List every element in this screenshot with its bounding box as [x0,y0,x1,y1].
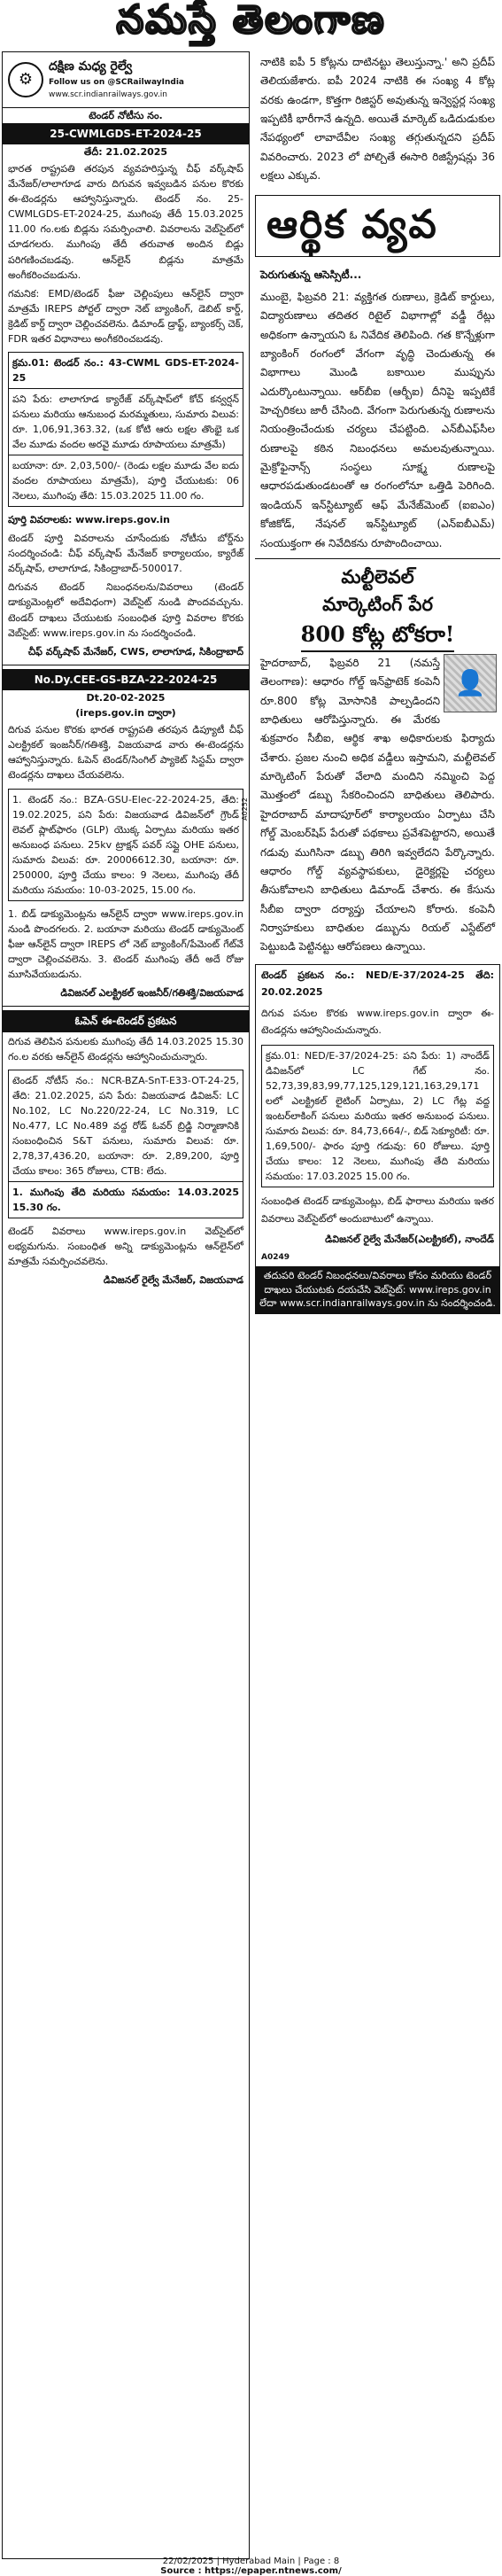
nanded-notice-label: టెండర్ ప్రకటన నం.: NED/E-37/2024-25 తేది: 20.02.2025 [261,969,494,999]
railway-ad-column [2,51,250,2559]
article-continuation: నాటికి ఐపీ 5 కోట్లను దాటినట్టు తెలుస్తున్నా.' అని ప్రదీప్ తెలియజేశారు. ఐపీ 2024 నాటికి ఈ సంఖ్య 4 కోట్ల వరకు ఉండగా, కొత్తగా రిజిస్టర్ అవుతున్న ఇన్వెస్టర్ల సంఖ్య ఇప్పటికీ భారీగానే ఉన్నది. అయితే మార్కెట్ ఒడిదుడుకుల నేపథ్యంలో లావాదేవీల సంఖ్య తగ్గుతున్నదని ప్రదీప్ వివరించారు. 2023 లో పోల్చితే ఈసారి రిజిస్ట్రేషన్లు 36 లక్షలు ఎక్కువ. [260,56,495,183]
nanded-table [261,1045,494,1187]
nanded-intro: దిగువ పనుల కొరకు www.ireps.gov.in ద్వారా ఈ-టెండర్లను ఆహ్వానించుచున్నారు. [261,1007,494,1037]
railway-emblem-icon: ⚙ [8,62,43,97]
document-note: దిగువన టెండర్ నిబంధనలను/వివరాలు (టెండర్ డాక్యుమెంట్లలో అదేవిధంగా) వెబ్‌సైట్ నుండి పొందవచ్చును. టెండర్ దాఖలు చేయుటకు సంబంధిత పూర్తి వివరాల కొరకు వెబ్‌సైట్: www.ireps.gov.in ను సందర్శించండి. [8,581,243,639]
nanded-site-note[interactable]: తదుపరి టెండర్ నిబంధనలు/వివరాలు కోసం మరియు టెండర్ దాఖలు చేయుటకు దయచేసి వెబ్‌సైట్: www.ireps.gov.in లేదా www.scr.indianrailways.gov.in ను సందర్శించండి. [256,1266,499,1314]
business-section-head: ఆర్థిక వ్యవ [255,195,500,257]
footer-date-page: 22/02/2025 | Hyderabad Main | Page : 8 [162,2557,340,2566]
notice2-date: Dt.20-02-2025 [86,692,166,704]
open-tender-intro: దిగువ తెలిపిన పనులకు ముగింపు తేదీ 14.03.2025 15.30 గం.ల వరకు ఆన్‌లైన్ టెండర్లను ఆహ్వానించుచున్నారు. [8,1035,243,1062]
tender-item-number: క్రమ.01: టెండర్ నం.: 43-CWML GDS-ET-2024-25 [9,353,243,389]
nanded-note: సంబంధిత టెండర్ డాక్యుమెంట్లు, బిడ్ ఫారాలు మరియు ఇతర వివరాలు వెబ్‌సైట్‌లో అందుబాటులో ఉన్నాయి. [261,1195,494,1225]
newspaper-logo: నమస్తే తెలంగాణ [116,0,386,43]
social-handle: Follow us on @SCRailwayIndia [49,77,184,87]
signature-2: డివిజనల్ ఎలక్ట్రికల్ ఇంజనీర్/గతిశక్తి/విజయవాడ [60,987,243,1000]
open-tender-table [8,1070,243,1218]
nanded-signature: డివిజనల్ రైల్వే మేనేజర్(ఎలక్ట్రికల్), నాందేడ్ [325,1233,494,1245]
open-tender-title: ఓపెన్ ఈ-టెండర్ ప్రకటన [3,1010,249,1032]
tender-item-emd: బయానా: రూ. 2,03,500/- (రెండు లక్షల మూడు వేల ఐదు వందల రూపాయలు మాత్రమే), పూర్తి చేయుటకు: 06 నెలలు, ముగింపు తేది: 15.03.2025 11.00 గం. [12,460,239,502]
ad-code-1: A0252 [241,798,249,821]
notice-number: 25-CWMLGDS-ET-2024-25 [3,123,249,145]
notice2-table [8,789,243,901]
notice2-number: No.Dy.CEE-GS-BZA-22-2024-25 [3,669,249,691]
payment-note: గమనిక: EMD/టెండర్ ఫీజు చెల్లింపులు ఆన్‌లైన్ ద్వారా మాత్రమే IREPS పోర్టల్ ద్వారా నెట్ బ్యాంకింగ్, డెబిట్ కార్డ్, క్రెడిట్ కార్డ్ ద్వారా చెల్లించవలెను. డిమాండ్ డ్రాఫ్ట్, బ్యాంకర్స్ చెక్, FDR ఇతర విధానాలు అంగీకరించబడవు. [8,287,243,345]
railway-ad-header [3,52,249,108]
open-tender-note: టెండర్ వివరాలు www.ireps.gov.in వెబ్‌సైట్‌లో లభ్యమగును. సంబంధిత అన్ని డాక్యుమెంట్లను ఆన్‌లైన్‌లో మాత్రమే సమర్పించవలెను. [8,1226,243,1268]
nanded-tender-ad [255,964,500,1315]
notice2-site: (ireps.gov.in ద్వారా) [75,707,176,720]
notice-date: తేదీ: 21.02.2025 [83,146,168,159]
business-article: ముంబై, ఫిబ్రవరి 21: వ్యక్తిగత రుణాలు, క్రెడిట్ కార్డులు, విద్యారుణాలు తదితర రిటైల్ విభాగాల్లో వడ్డీ రేట్లు అధికంగా ఉన్నాయని ఓ నివేదిక తెలిపింది. గత కొన్నేళ్లుగా బ్యాంకింగ్ రంగంలో వేగంగా వృద్ధి చెందుతున్న ఈ విభాగాలు మొండి బకాయిల ముప్పును ఎదుర్కొంటున్నాయి. ఆర్‌బీఐ (ఆర్బీఐ) దీనిపై ఇప్పటికే హెచ్చరికలు జారీ చేసింది. వేగంగా పెరుగుతున్న రుణాలను నియంత్రించేందుకు చర్యలు చేపట్టింది. ఎన్‌బీఎఫ్‌సీల రుణాలపై కఠిన నిబంధనలు అమలవుతున్నాయి. మైక్రోఫైనాన్స్ సంస్థలు సూక్ష్మ రుణాలపై ఆధారపడుతుండటంతో ఆ రంగంలోనూ ఒత్తిడి పెరిగింది. ఇండియన్ ఇన్‌స్టిట్యూట్ ఆఫ్ మేనేజ్‌మెంట్ (ఐఐఎం) కోజికోడ్, నేషనల్ ఇన్‌స్టిట్యూట్ (ఎన్ఐబీఎమ్) సంయుక్తంగా ఈ నివేదికను రూపొందించాయి. [260,290,495,549]
open-tender-close: 1. ముగింపు తేది మరియు సమయం: 14.03.2025 15.30 గం. [12,1187,239,1214]
scam-headline-line1: మల్టీలెవల్ [341,564,414,588]
notice2-item: 1. టెండర్ నం.: BZA-GSU-Elec-22-2024-25, తేది: 19.02.2025, పని పేరు: విజయవాడ డివిజన్‌లో గ్రౌండ్ లెవల్ ప్లాట్‌ఫారం (GLP) యొక్క ఏర్పాటు మరియు ఇతర అనుబంధ పనులు. 25kv ట్రాక్షన్ పవర్ సప్లై OHE పనులు, సుమారు విలువ: రూ. 20006612.30, బయానా: రూ. 250000, పూర్తి చేయు కాలం: 9 నెలలు, ముగింపు తేదీ మరియు సమయం: 10-03-2025, 15.00 గం. [12,793,239,896]
notice-number-label: టెండర్ నోటీసు నం. [89,109,163,121]
business-lead: పెరుగుతున్న ఆసెస్సిటీ... [260,268,362,281]
news-column [255,51,500,2559]
scam-headline-line2: మార్కెటింగ్ పేర [322,593,433,616]
scam-headline [255,563,500,652]
signature-1: చీఫ్ వర్క్‌షాప్ మేనేజర్, CWS, లాలాగూడ, సికింద్రాబాద్ [27,645,243,658]
footer-source[interactable]: Source : https://epaper.ntnews.com/ [160,2565,342,2576]
signature-3: డివిజనల్ రైల్వే మేనేజర్, విజయవాడ [103,1274,243,1287]
open-tender-item: టెండర్ నోటీస్ నం.: NCR-BZA-SnT-E33-OT-24-25, తేది: 21.02.2025, పని పేరు: విజయవాడ డివిజన్: LC No.102, LC No.220/22-24, LC No.319, LC No.477, LC No.489 వద్ద రోడ్ ఓవర్ బ్రిడ్జి నిర్మాణానికి సంబంధించిన S&T పనులు, సుమారు విలువ: రూ. 2,78,37,436.20, బయానా: రూ. 2,89,200, పూర్తి చేయు కాలం: 365 రోజులు, CTB: లేదు. [9,1070,243,1182]
tender-item-work: పని పేరు: లాలాగూడ క్యారేజ్ వర్క్‌షాప్‌లో కోచ్ కన్వర్షన్ పనులు మరియు ఆనుబంధ మరమ్మతులు, సుమారు విలువ: రూ. 1,06,91,363.32, (ఒక కోటి ఆరు లక్షల తొంభై ఒక వేల మూడు వందల అరవై మూడు రూపాయలు మాత్రమే) [9,389,243,455]
masthead [0,0,502,50]
scam-headline-line3: 800 కోట్ల టోకరా! [301,619,455,652]
tender-table [8,352,243,507]
website-link[interactable]: పూర్తి వివరాలకు: www.ireps.gov.in [8,514,170,526]
person-photo: 👤 [444,654,497,712]
notice2-notes: 1. బిడ్ డాక్యుమెంట్లను ఆన్‌లైన్ ద్వారా www.ireps.gov.in నుండి పొందగలరు. 2. బయానా మరియు టెండర్ డాక్యుమెంట్ ఫీజు ఆన్‌లైన్ ద్వారా IREPS లో నెట్ బ్యాంకింగ్/పేమెంట్ గేట్‌వే ద్వారా చెల్లించవలెను. 3. టెండర్ ముగింపు తేదీ అదే రోజు మూసివేయబడును. [8,907,243,981]
nanded-item: క్రమ.01: NED/E-37/2024-25: పని పేరు: 1) నాందేడ్ డివిజన్‌లో LC గేట్ నం. 52,73,39,83,99,77,125,129,121,163,29,171 లలో ఎలక్ట్రికల్ లైటింగ్ ఏర్పాటు, 2) LC గేట్ల వద్ద ఇంటర్‌లాకింగ్ పనులు మరియు ఇతర అనుబంధ పనులు. సుమారు విలువ: రూ. 84,73,664/-, బిడ్ సెక్యూరిటీ: రూ. 1,69,500/- ఫారం పూర్తి గడువు: 60 రోజులు. పూర్తి చేయు కాలం: 12 నెలలు, ముగింపు తేది మరియు సమయం: 17.03.2025 15.00 గం. [266,1049,490,1183]
nanded-code: A0249 [261,1252,290,1262]
page-footer [0,2557,502,2576]
railway-name: దక్షిణ మధ్య రైల్వే [49,59,133,74]
visit-note: టెండర్ పూర్తి వివరాలను చూసేందుకు నోటీసు బోర్డ్‌ను సందర్శించండి: చీఫ్ వర్క్‌షాప్ మేనేజర్ కార్యాలయం, క్యారేజ్ వర్క్‌షాప్, లాలాగూడ, సికింద్రాబాద్-500017. [8,533,243,575]
notice2-intro: దిగువ పనుల కొరకు భారత రాష్ట్రపతి తరపున డిప్యూటీ చీఫ్ ఎలక్ట్రికల్ ఇంజనీర్/గతిశక్తి, విజయవాడ వారు ఈ-టెండర్లను ఆహ్వానిస్తున్నారు. ఓపెన్ టెండర్/సింగిల్ ప్యాకెట్ సిస్టమ్ ద్వారా టెండర్లను దాఖలు చేయవలెను. [8,724,243,782]
tender-intro: భారత రాష్ట్రపతి తరపున వ్యవహరిస్తున్న చీఫ్ వర్క్‌షాప్ మేనేజర్/లాలాగూడ వారు దిగువన ఇవ్వబడిన పనుల కొరకు ఈ-టెండర్లను ఆహ్వానిస్తున్నారు. టెండర్ నం. 25-CWMLGDS-ET-2024-25, ముగింపు తేదీ 15.03.2025 11.00 గం.లకు బిడ్లను సమర్పించాలి. వివరాలను వెబ్‌సైట్‌లో చూడగలరు. ముగింపు తేదీ తరువాత అందిన బిడ్లు పరిగణించబడవు. ఆన్‌లైన్ బిడ్లను మాత్రమే అంగీకరించబడును. [8,163,243,281]
railway-website: www.scr.indianrailways.gov.in [49,89,168,99]
scam-article: హైదరాబాద్, ఫిబ్రవరి 21 (నమస్తే తెలంగాణ): ఆధారం గోల్డ్ ఇన్‌ఫ్రాటెక్ కంపెనీ రూ.800 కోట్ల మోసానికి పాల్పడిందని బాధితులు ఆరోపిస్తున్నారు. ఈ మేరకు శుక్రవారం సీబీఐ, ఆర్థిక శాఖ అధికారులకు ఫిర్యాదు చేశారు. ప్రజల నుంచి అధిక వడ్డీలు ఇస్తామని, మల్టీలెవల్ మార్కెటింగ్ పేరుతో వేలాది మందిని నమ్మించి పెద్ద మొత్తంలో డబ్బు సేకరించిందని బాధితులు తెలిపారు. హైదరాబాద్ మాదాపూర్‌లో కార్యాలయం ఏర్పాటు చేసి గోల్డ్ మెంబర్‌షిప్ పేరుతో పథకాలు ప్రవేశపెట్టారని, అయితే గడువు ముగిసినా డబ్బు తిరిగి ఇవ్వలేదని పేర్కొన్నారు. ఆధారం గోల్డ్ వ్యవస్థాపకులు, డైరెక్టర్లపై చర్యలు తీసుకోవాలని బాధితులు డిమాండ్ చేశారు. ఈ కేసును సీబీఐ ద్వారా దర్యాప్తు చేయాలని కోరారు. కంపెనీ నిర్వాహకులు బాధితుల డబ్బును రియల్ ఎస్టేట్‌లో పెట్టుబడి పెట్టినట్టు ఆరోపణలు ఉన్నాయి. [260,656,495,953]
